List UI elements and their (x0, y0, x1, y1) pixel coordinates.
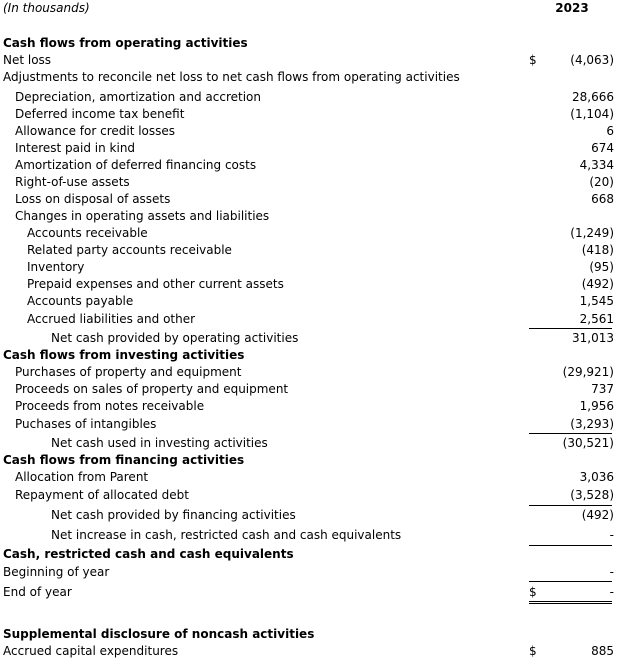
table-row (0, 364, 620, 381)
table-row (0, 140, 620, 157)
table-row (0, 157, 620, 174)
row-label: Prepaid expenses and other current assets (27, 277, 284, 291)
table-row (0, 106, 620, 123)
section-title: Cash, restricted cash and cash equivalents (3, 547, 294, 561)
table-row (0, 311, 620, 328)
table-header (0, 0, 620, 17)
row-value: (95) (589, 260, 614, 274)
row-value: (3,528) (570, 488, 614, 502)
row-value: 28,666 (572, 90, 614, 104)
financing-section-title (0, 452, 620, 469)
subtotal-rule (529, 581, 612, 582)
financing-total-row (0, 507, 620, 524)
row-value: 668 (591, 192, 614, 206)
row-value: - (609, 585, 614, 599)
beginning-of-year-row (0, 564, 620, 581)
row-label: Amortization of deferred financing costs (15, 158, 257, 172)
row-label: Repayment of allocated debt (15, 488, 189, 502)
row-label: Net cash used in investing activities (51, 436, 268, 450)
table-row (0, 259, 620, 276)
dollar-sign: $ (529, 53, 537, 67)
dollar-sign: $ (529, 585, 537, 599)
section-title: Cash flows from operating activities (3, 36, 248, 50)
row-value: (3,293) (570, 417, 614, 431)
table-row (0, 123, 620, 140)
row-label: Inventory (27, 260, 85, 274)
table-row (0, 242, 620, 259)
cash-section-title (0, 546, 620, 563)
table-row (0, 487, 620, 504)
row-value: (1,104) (570, 107, 614, 121)
net-loss-row (0, 52, 620, 69)
row-value: 31,013 (572, 331, 614, 345)
section-title: Cash flows from investing activities (3, 348, 245, 362)
row-value: (418) (581, 243, 614, 257)
row-label: Allocation from Parent (15, 470, 149, 484)
row-label: Accounts receivable (27, 226, 148, 240)
accrued-capex-row (0, 643, 620, 660)
row-label: Beginning of year (3, 565, 110, 579)
operating-section-title (0, 35, 620, 52)
row-label: Net loss (3, 53, 52, 67)
investing-total-row (0, 435, 620, 452)
table-row (0, 276, 620, 293)
row-value: (1,249) (570, 226, 614, 240)
investing-section-title (0, 347, 620, 364)
adjustments-header-row (0, 69, 620, 86)
row-label: Puchases of intangibles (15, 417, 157, 431)
row-label: Right-of-use assets (15, 175, 130, 189)
subtotal-rule (529, 328, 612, 329)
row-label: End of year (3, 585, 72, 599)
operating-total-row (0, 330, 620, 347)
row-label: Interest paid in kind (15, 141, 136, 155)
row-label: Purchases of property and equipment (15, 365, 242, 379)
row-label: Net increase in cash, restricted cash and cash equivalents (51, 528, 402, 542)
table-row (0, 225, 620, 242)
row-value: 1,545 (579, 294, 614, 308)
row-value: 4,334 (579, 158, 614, 172)
row-label: Proceeds on sales of property and equipment (15, 382, 289, 396)
section-title: Cash flows from financing activities (3, 453, 245, 467)
row-value: (29,921) (562, 365, 614, 379)
row-label: Related party accounts receivable (27, 243, 232, 257)
units-label: (In thousands) (3, 1, 90, 15)
row-label: Proceeds from notes receivable (15, 399, 205, 413)
row-value: 3,036 (579, 470, 614, 484)
row-label: Allowance for credit losses (15, 124, 176, 138)
row-value: 885 (591, 644, 614, 658)
supplemental-section-title (0, 626, 620, 643)
net-increase-row (0, 527, 620, 544)
row-value: (20) (589, 175, 614, 189)
row-value: 2,561 (579, 312, 614, 326)
table-row (0, 191, 620, 208)
row-value: 1,956 (579, 399, 614, 413)
total-double-rule (529, 601, 612, 604)
row-value: (4,063) (570, 53, 614, 67)
row-value: 737 (591, 382, 614, 396)
table-row (0, 381, 620, 398)
row-label: Accrued liabilities and other (27, 312, 196, 326)
row-label: Changes in operating assets and liabilities (15, 209, 270, 223)
row-value: (492) (581, 277, 614, 291)
row-value: - (609, 565, 614, 579)
end-of-year-row (0, 584, 620, 601)
table-row (0, 174, 620, 191)
row-label: Accrued capital expenditures (3, 644, 179, 658)
row-label: Loss on disposal of assets (15, 192, 171, 206)
row-value: 674 (591, 141, 614, 155)
table-row (0, 398, 620, 415)
row-value: 6 (606, 124, 614, 138)
dollar-sign: $ (529, 644, 537, 658)
year-header: 2023 (555, 1, 589, 15)
row-label: Depreciation, amortization and accretion (15, 90, 261, 104)
row-label: Net cash provided by financing activities (51, 508, 296, 522)
subtotal-rule (529, 505, 612, 506)
row-label: Accounts payable (27, 294, 134, 308)
table-row (0, 416, 620, 433)
changes-header-row (0, 208, 620, 225)
table-row (0, 293, 620, 310)
section-title: Supplemental disclosure of noncash activities (3, 627, 315, 641)
table-row (0, 89, 620, 106)
row-value: - (609, 528, 614, 542)
row-label: Adjustments to reconcile net loss to net cash flows from operating activities (3, 70, 460, 84)
row-label: Deferred income tax benefit (15, 107, 185, 121)
subtotal-rule (529, 433, 612, 434)
row-label: Net cash provided by operating activities (51, 331, 299, 345)
row-value: (492) (581, 508, 614, 522)
row-value: (30,521) (562, 436, 614, 450)
table-row (0, 469, 620, 486)
